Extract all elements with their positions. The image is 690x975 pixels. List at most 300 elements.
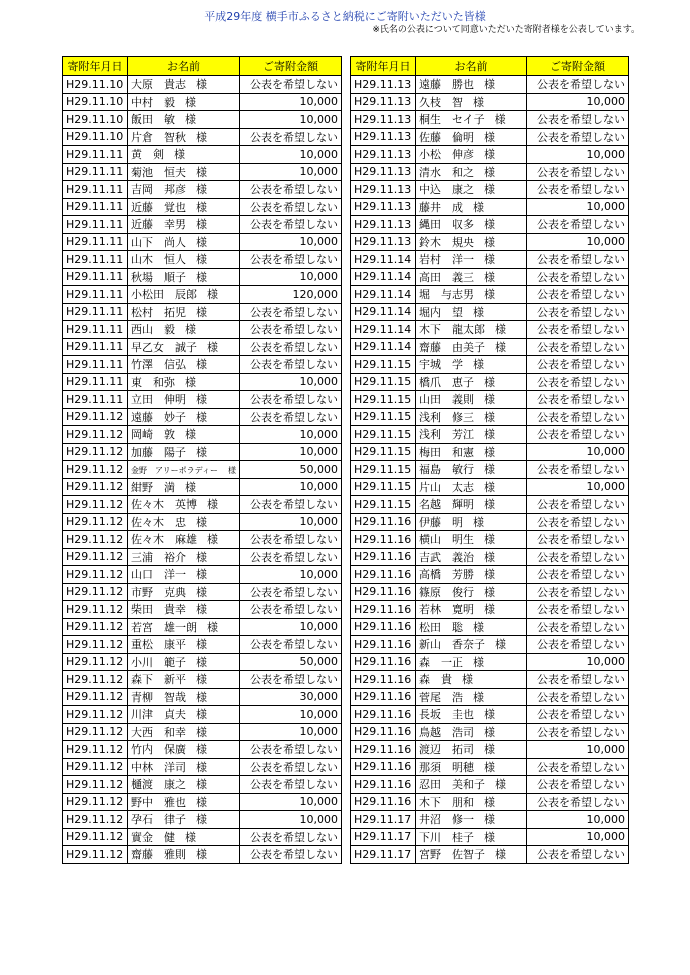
donor-name: 松村 拓児 <box>131 305 186 319</box>
donation-amount: 公表を希望しない <box>527 846 629 864</box>
donation-amount: 公表を希望しない <box>527 111 629 129</box>
table-row <box>63 688 342 706</box>
donation-amount: 10,000 <box>240 373 342 391</box>
donor-name: 竹澤 信弘 <box>131 358 186 372</box>
donor-name-cell <box>416 286 527 304</box>
honorific: 様 <box>484 463 495 477</box>
donation-amount: 10,000 <box>527 741 629 759</box>
donation-amount: 公表を希望しない <box>527 583 629 601</box>
donor-name-cell <box>128 548 240 566</box>
donor-name-cell <box>416 461 527 479</box>
donation-date: H29.11.14 <box>351 268 416 286</box>
table-row <box>63 198 342 216</box>
donor-name-cell <box>416 846 527 864</box>
table-row <box>63 653 342 671</box>
table-row <box>351 618 629 636</box>
donor-name-cell <box>416 513 527 531</box>
table-row <box>63 391 342 409</box>
donation-date: H29.11.16 <box>351 671 416 689</box>
table-row <box>63 216 342 234</box>
donation-amount: 10,000 <box>527 198 629 216</box>
table-row <box>63 251 342 269</box>
donor-name-cell <box>416 303 527 321</box>
donor-name: 長坂 圭也 <box>419 708 474 722</box>
table-row <box>63 531 342 549</box>
donor-name: 忍田 美和子 <box>419 778 485 792</box>
honorific: 様 <box>473 358 484 372</box>
donor-name-cell <box>416 706 527 724</box>
donation-amount: 公表を希望しない <box>527 688 629 706</box>
donation-amount: 公表を希望しない <box>527 793 629 811</box>
donation-date: H29.11.15 <box>351 496 416 514</box>
donation-amount: 10,000 <box>527 478 629 496</box>
honorific: 様 <box>484 165 495 179</box>
donor-name-cell <box>416 443 527 461</box>
donation-date: H29.11.12 <box>63 741 128 759</box>
donation-date: H29.11.11 <box>63 233 128 251</box>
donor-name: 山木 恒人 <box>131 253 186 267</box>
donation-amount: 10,000 <box>527 653 629 671</box>
donation-date: H29.11.12 <box>63 671 128 689</box>
honorific: 様 <box>484 603 495 617</box>
honorific: 様 <box>484 130 495 144</box>
donor-name: 柴田 貴幸 <box>131 603 186 617</box>
table-row <box>63 741 342 759</box>
donation-date: H29.11.16 <box>351 583 416 601</box>
donor-name: 橋爪 恵子 <box>419 375 474 389</box>
donation-date: H29.11.11 <box>63 286 128 304</box>
donor-name: 縄田 収多 <box>419 218 474 232</box>
donor-name: 桐生 セイ子 <box>419 113 485 127</box>
donation-amount: 10,000 <box>240 233 342 251</box>
donor-name: 佐々木 英博 <box>131 498 197 512</box>
honorific: 様 <box>174 148 185 162</box>
donation-amount: 10,000 <box>240 811 342 829</box>
donor-name-cell <box>128 303 240 321</box>
donation-date: H29.11.15 <box>351 478 416 496</box>
donor-name-cell <box>416 216 527 234</box>
donor-name-cell <box>128 776 240 794</box>
donor-name: 竹内 保廣 <box>131 743 186 757</box>
honorific: 様 <box>196 235 207 249</box>
donation-amount: 公表を希望しない <box>527 513 629 531</box>
donor-name-cell <box>416 198 527 216</box>
donation-amount: 公表を希望しない <box>527 496 629 514</box>
donation-date: H29.11.15 <box>351 461 416 479</box>
donor-name: 木下 龍太郎 <box>419 323 485 337</box>
donor-name-cell <box>416 653 527 671</box>
donation-date: H29.11.14 <box>351 286 416 304</box>
donor-name-cell <box>128 671 240 689</box>
donor-name: 佐々木 麻雄 <box>131 533 197 547</box>
donor-name: 西山 毅 <box>131 323 175 337</box>
donation-amount: 公表を希望しない <box>527 251 629 269</box>
donor-name: 孕石 律子 <box>131 813 186 827</box>
donation-amount: 50,000 <box>240 653 342 671</box>
table-row <box>351 321 629 339</box>
donor-name-cell <box>128 356 240 374</box>
honorific: 様 <box>185 113 196 127</box>
donation-date: H29.11.11 <box>63 373 128 391</box>
table-row <box>63 181 342 199</box>
donor-name-cell <box>128 181 240 199</box>
honorific: 様 <box>484 288 495 302</box>
table-row <box>63 706 342 724</box>
donation-amount: 公表を希望しない <box>527 128 629 146</box>
donor-name-cell <box>128 793 240 811</box>
donation-date: H29.11.12 <box>63 706 128 724</box>
table-row <box>351 811 629 829</box>
donor-name-cell <box>128 758 240 776</box>
donor-name-cell <box>128 391 240 409</box>
donation-date: H29.11.12 <box>63 513 128 531</box>
donor-table-right <box>350 56 629 864</box>
donor-name-cell <box>128 706 240 724</box>
donation-date: H29.11.17 <box>351 846 416 864</box>
table-row <box>351 671 629 689</box>
donation-date: H29.11.11 <box>63 268 128 286</box>
honorific: 様 <box>196 515 207 529</box>
donation-amount: 50,000 <box>240 461 342 479</box>
honorific: 様 <box>228 465 237 475</box>
donation-amount: 公表を希望しない <box>240 198 342 216</box>
donation-date: H29.11.17 <box>351 811 416 829</box>
donation-date: H29.11.12 <box>63 688 128 706</box>
table-row <box>351 723 629 741</box>
donation-date: H29.11.17 <box>351 828 416 846</box>
honorific: 様 <box>484 813 495 827</box>
donation-amount: 公表を希望しない <box>240 846 342 864</box>
honorific: 様 <box>484 148 495 162</box>
donation-amount: 公表を希望しない <box>527 601 629 619</box>
donor-table-left <box>62 56 342 864</box>
donor-name-cell <box>128 76 240 94</box>
donor-name-cell <box>128 146 240 164</box>
donor-name: 飯田 敏 <box>131 113 175 127</box>
donor-name-cell <box>128 478 240 496</box>
donation-date: H29.11.11 <box>63 216 128 234</box>
donation-date: H29.11.11 <box>63 303 128 321</box>
honorific: 様 <box>484 218 495 232</box>
donation-date: H29.11.13 <box>351 163 416 181</box>
donation-amount: 10,000 <box>240 426 342 444</box>
donation-date: H29.11.11 <box>63 181 128 199</box>
honorific: 様 <box>484 375 495 389</box>
donation-date: H29.11.15 <box>351 391 416 409</box>
donation-amount: 10,000 <box>240 566 342 584</box>
donation-amount: 公表を希望しない <box>527 303 629 321</box>
table-row <box>63 793 342 811</box>
table-row <box>351 356 629 374</box>
donation-date: H29.11.13 <box>351 146 416 164</box>
donor-name-cell <box>416 776 527 794</box>
donor-rows-right <box>351 76 629 864</box>
donation-date: H29.11.16 <box>351 776 416 794</box>
honorific: 様 <box>484 725 495 739</box>
donation-date: H29.11.12 <box>63 496 128 514</box>
donation-date: H29.11.16 <box>351 653 416 671</box>
honorific: 様 <box>495 323 506 337</box>
donation-amount: 公表を希望しない <box>527 181 629 199</box>
donor-name-cell <box>416 391 527 409</box>
donation-amount: 10,000 <box>240 706 342 724</box>
donation-amount: 120,000 <box>240 286 342 304</box>
table-row <box>63 373 342 391</box>
donation-amount: 公表を希望しない <box>240 531 342 549</box>
honorific: 様 <box>196 130 207 144</box>
donation-amount: 公表を希望しない <box>240 356 342 374</box>
donation-amount: 公表を希望しない <box>527 776 629 794</box>
donor-name-cell <box>416 723 527 741</box>
table-row <box>351 111 629 129</box>
donor-name: 黄 剣 <box>131 148 164 162</box>
donation-amount: 公表を希望しない <box>240 181 342 199</box>
donation-amount: 公表を希望しない <box>240 251 342 269</box>
honorific: 様 <box>185 375 196 389</box>
donor-name: 菅尾 浩 <box>419 690 463 704</box>
donation-date: H29.11.16 <box>351 688 416 706</box>
donation-amount: 公表を希望しない <box>527 618 629 636</box>
table-row <box>63 426 342 444</box>
donation-date: H29.11.12 <box>63 408 128 426</box>
donation-amount: 公表を希望しない <box>527 338 629 356</box>
donor-name-cell <box>128 846 240 864</box>
table-row <box>63 583 342 601</box>
table-row <box>63 76 342 94</box>
table-row <box>351 233 629 251</box>
donor-name: 岡崎 敦 <box>131 428 175 442</box>
table-row <box>351 128 629 146</box>
table-row <box>351 408 629 426</box>
honorific: 様 <box>196 708 207 722</box>
donation-date: H29.11.12 <box>63 636 128 654</box>
donor-name: 遠藤 妙子 <box>131 410 186 424</box>
honorific: 様 <box>473 305 484 319</box>
donation-date: H29.11.16 <box>351 531 416 549</box>
donation-amount: 10,000 <box>240 723 342 741</box>
donor-name: 森 貴 <box>419 673 452 687</box>
donor-name: 川津 貞夫 <box>131 708 186 722</box>
donor-name-cell <box>128 688 240 706</box>
donation-date: H29.11.12 <box>63 531 128 549</box>
header-amount: ご寄附金額 <box>527 57 629 76</box>
donation-amount: 10,000 <box>240 443 342 461</box>
honorific: 様 <box>185 323 196 337</box>
table-row <box>351 146 629 164</box>
donor-name: 紺野 満 <box>131 480 175 494</box>
honorific: 様 <box>484 795 495 809</box>
donor-name-cell <box>128 461 240 479</box>
honorific: 様 <box>484 253 495 267</box>
honorific: 様 <box>484 235 495 249</box>
donation-date: H29.11.15 <box>351 373 416 391</box>
donation-amount: 30,000 <box>240 688 342 706</box>
donation-amount: 10,000 <box>240 111 342 129</box>
donation-date: H29.11.12 <box>63 426 128 444</box>
table-row <box>63 478 342 496</box>
donation-date: H29.11.12 <box>63 548 128 566</box>
donation-amount: 公表を希望しない <box>527 216 629 234</box>
honorific: 様 <box>196 725 207 739</box>
donation-date: H29.11.13 <box>351 198 416 216</box>
table-row <box>351 391 629 409</box>
donor-name: 齋藤 雅則 <box>131 848 186 862</box>
donor-name: 高橋 芳勝 <box>419 568 474 582</box>
donation-amount: 公表を希望しない <box>527 268 629 286</box>
table-row <box>351 846 629 864</box>
donor-name-cell <box>416 146 527 164</box>
donor-name-cell <box>128 268 240 286</box>
donation-amount: 公表を希望しない <box>240 741 342 759</box>
honorific: 様 <box>484 830 495 844</box>
table-row <box>63 321 342 339</box>
donor-name-cell <box>416 163 527 181</box>
honorific: 様 <box>196 690 207 704</box>
table-row <box>63 356 342 374</box>
table-row <box>63 636 342 654</box>
donor-name: 新山 香奈子 <box>419 638 485 652</box>
donation-amount: 10,000 <box>240 93 342 111</box>
donor-name: 樋渡 康之 <box>131 778 186 792</box>
donor-name: 堀 与志男 <box>419 288 474 302</box>
donor-name-cell <box>416 93 527 111</box>
donation-amount: 公表を希望しない <box>240 828 342 846</box>
donation-date: H29.11.16 <box>351 618 416 636</box>
donation-date: H29.11.12 <box>63 601 128 619</box>
donation-amount: 公表を希望しない <box>527 321 629 339</box>
honorific: 様 <box>196 78 207 92</box>
donation-amount: 公表を希望しない <box>527 461 629 479</box>
honorific: 様 <box>495 340 506 354</box>
donor-name: 清水 和之 <box>419 165 474 179</box>
donation-amount: 公表を希望しない <box>240 758 342 776</box>
table-row <box>63 671 342 689</box>
table-row <box>63 828 342 846</box>
donor-name-cell <box>416 758 527 776</box>
donor-name-cell <box>128 286 240 304</box>
donation-amount: 10,000 <box>240 163 342 181</box>
donor-name: 大西 和幸 <box>131 725 186 739</box>
honorific: 様 <box>196 760 207 774</box>
donor-name: 近藤 幸男 <box>131 218 186 232</box>
honorific: 様 <box>207 288 218 302</box>
honorific: 様 <box>196 848 207 862</box>
honorific: 様 <box>484 760 495 774</box>
honorific: 様 <box>495 778 506 792</box>
honorific: 様 <box>196 305 207 319</box>
donor-name: 近藤 覚也 <box>131 200 186 214</box>
donor-name: 藤井 成 <box>419 200 463 214</box>
donor-name: 篠原 俊行 <box>419 585 474 599</box>
honorific: 様 <box>473 655 484 669</box>
donation-date: H29.11.13 <box>351 128 416 146</box>
donation-amount: 公表を希望しない <box>240 408 342 426</box>
donor-name-cell <box>416 321 527 339</box>
donation-date: H29.11.13 <box>351 111 416 129</box>
honorific: 様 <box>196 253 207 267</box>
donation-date: H29.11.12 <box>63 793 128 811</box>
donor-name: 山下 尚人 <box>131 235 186 249</box>
donor-name-cell <box>416 478 527 496</box>
donation-date: H29.11.12 <box>63 566 128 584</box>
donor-name: 加藤 陽子 <box>131 445 186 459</box>
table-row <box>63 513 342 531</box>
table-row <box>351 776 629 794</box>
donation-date: H29.11.12 <box>63 478 128 496</box>
donor-name-cell <box>416 688 527 706</box>
table-row <box>351 566 629 584</box>
donor-name-cell <box>128 216 240 234</box>
donor-name-cell <box>416 128 527 146</box>
donor-name: 小松 伸彦 <box>419 148 474 162</box>
donor-name-cell <box>128 93 240 111</box>
donor-name: 福島 敏行 <box>419 463 474 477</box>
table-row <box>351 741 629 759</box>
honorific: 様 <box>196 550 207 564</box>
donor-name-cell <box>128 496 240 514</box>
table-row <box>351 793 629 811</box>
honorific: 様 <box>484 270 495 284</box>
donation-amount: 10,000 <box>527 443 629 461</box>
donor-name-cell <box>416 338 527 356</box>
donation-amount: 公表を希望しない <box>527 76 629 94</box>
donation-date: H29.11.16 <box>351 548 416 566</box>
donor-name: 若林 寛明 <box>419 603 474 617</box>
header-name: お名前 <box>128 57 240 76</box>
table-row <box>351 636 629 654</box>
honorific: 様 <box>484 480 495 494</box>
honorific: 様 <box>473 620 484 634</box>
donor-name: 鳥越 浩司 <box>419 725 474 739</box>
donation-date: H29.11.11 <box>63 146 128 164</box>
donation-date: H29.11.12 <box>63 618 128 636</box>
table-row <box>351 461 629 479</box>
donor-name: 片山 太志 <box>419 480 474 494</box>
donor-name-cell <box>128 338 240 356</box>
donor-name: 岩村 洋一 <box>419 253 474 267</box>
donor-rows-left <box>63 76 342 864</box>
donor-name: 名越 輝明 <box>419 498 474 512</box>
donation-amount: 公表を希望しない <box>240 636 342 654</box>
donation-amount: 公表を希望しない <box>527 426 629 444</box>
donation-amount: 公表を希望しない <box>527 163 629 181</box>
donation-amount: 公表を希望しない <box>240 496 342 514</box>
table-row <box>351 216 629 234</box>
table-row <box>351 373 629 391</box>
donor-name-cell <box>416 268 527 286</box>
donor-name: 遠藤 勝也 <box>419 78 474 92</box>
honorific: 様 <box>196 813 207 827</box>
donation-date: H29.11.15 <box>351 408 416 426</box>
donation-date: H29.11.10 <box>63 111 128 129</box>
donor-name: 東 和弥 <box>131 375 175 389</box>
donation-amount: 公表を希望しない <box>240 391 342 409</box>
table-row <box>351 303 629 321</box>
donor-name-cell <box>416 181 527 199</box>
donor-name-cell <box>416 548 527 566</box>
donor-name: 梅田 和憲 <box>419 445 474 459</box>
donation-amount: 10,000 <box>527 828 629 846</box>
donor-name-cell <box>416 531 527 549</box>
table-row <box>351 338 629 356</box>
donor-name-cell <box>128 513 240 531</box>
donor-name: 吉武 義治 <box>419 550 474 564</box>
honorific: 様 <box>484 393 495 407</box>
donor-name-cell <box>416 601 527 619</box>
donor-name-cell <box>416 583 527 601</box>
donor-name-cell <box>128 128 240 146</box>
table-row <box>351 198 629 216</box>
